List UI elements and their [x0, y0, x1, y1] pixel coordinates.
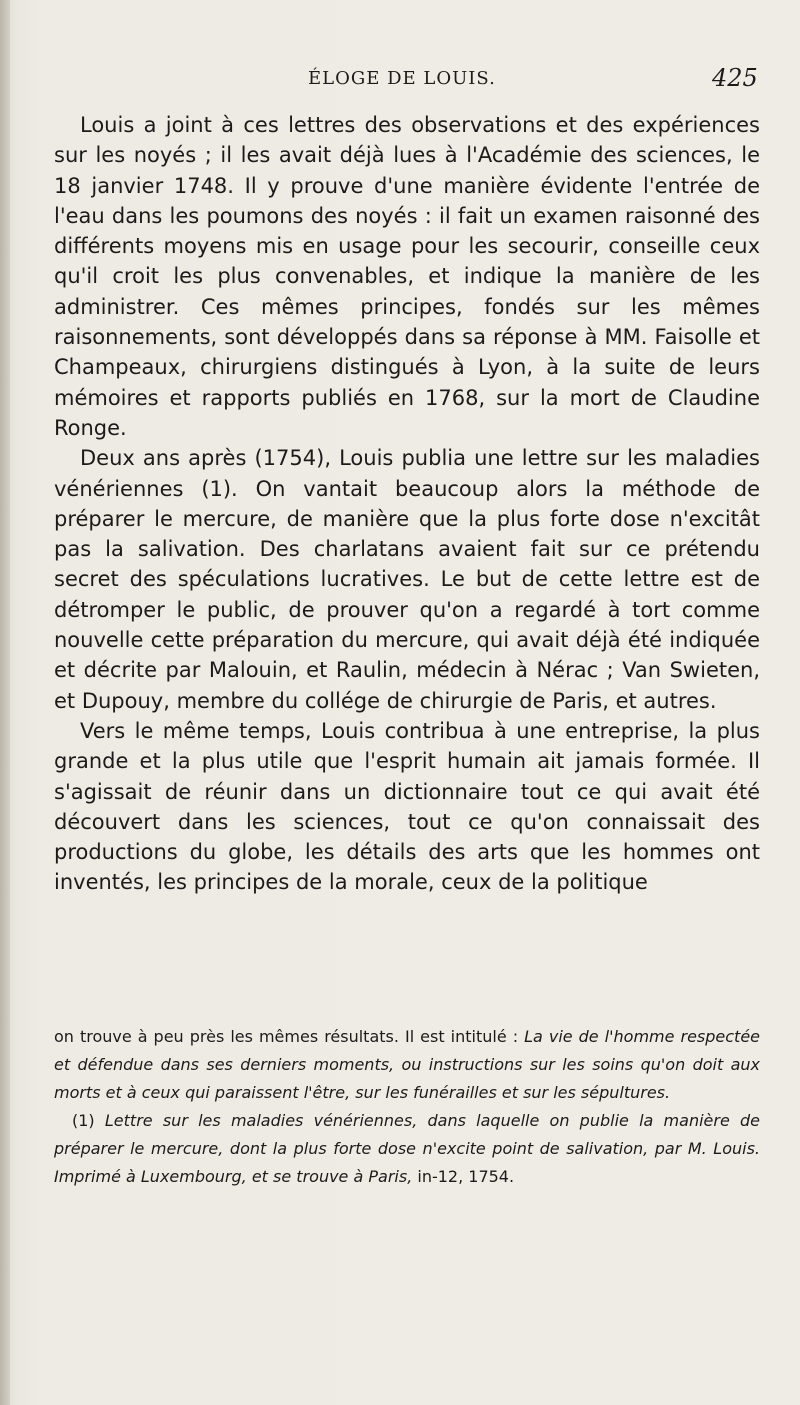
paragraph: Louis a joint à ces lettres des observations et des expériences sur les noyés ; il les avait déjà lues à l'Académie des sciences, le 18 janvier 1748. Il y prouve d'une manière évidente l'entrée de l'eau dans les poumons des noyés : il fait un examen raisonné des différents moyens mis en usage pour les secourir, conseille ceux qu'il croit les plus convenables, et indique la manière de les administrer. Ces mêmes principes, fondés sur les mêmes raisonnements, sont développés dans sa réponse à MM. Faisolle et Champeaux, chirurgiens distingués à Lyon, à la suite de leurs mémoires et rapports publiés en 1768, sur la mort de Claudine Ronge.	[54, 113, 760, 440]
page-header	[0, 64, 800, 94]
running-head: ÉLOGE DE LOUIS.	[308, 68, 496, 89]
footnote-imprint: in-12, 1754.	[412, 1167, 515, 1186]
page-gutter	[0, 0, 10, 1405]
page-number: 425	[712, 64, 758, 92]
footnote-marker: (1)	[72, 1111, 105, 1130]
paragraph: Deux ans après (1754), Louis publia une lettre sur les maladies vénériennes (1). On vantait beaucoup alors la méthode de préparer le mercure, de manière que la plus forte dose n'excitât pas la salivation. Des charlatans avaient fait sur ce prétendu secret des spéculations lucratives. Le but de cette lettre est de détromper le public, de prouver qu'on a regardé à tort comme nouvelle cette préparation du mercure, qui avait déjà été indiquée et décrite par Malouin, et Raulin, médecin à Nérac ; Van Swieten, et Dupouy, membre du collége de chirurgie de Paris, et autres.	[54, 446, 760, 713]
continued-note-title: La vie de l'homme respectée et défendue dans ses derniers moments, ou instructions sur les soins qu'on doit aux morts et à ceux qui paraissent l'être, sur les funérailles et sur les sépultures.	[54, 1027, 760, 1102]
continued-note-text: on trouve à peu près les mêmes résultats. Il est intitulé :	[54, 1027, 525, 1046]
footnote-title: Lettre sur les maladies vénériennes, dans laquelle on publie la manière de préparer le mercure, dont la plus forte dose n'excite point de salivation, par M. Louis. Imprimé à Luxembourg, et se trouve à Paris,	[54, 1111, 761, 1186]
footnotes	[54, 1023, 760, 1191]
continued-note	[54, 1023, 760, 1107]
paragraph: Vers le même temps, Louis contribua à une entreprise, la plus grande et la plus utile que l'esprit humain ait jamais formée. Il s'agissait de réunir dans un dictionnaire tout ce qui avait été découvert dans les sciences, tout ce qu'on connaissait des productions du globe, les détails des arts que les hommes ont inventés, les principes de la morale, ceux de la politique	[54, 718, 760, 895]
footnote-1	[54, 1107, 760, 1191]
main-text	[54, 110, 760, 898]
